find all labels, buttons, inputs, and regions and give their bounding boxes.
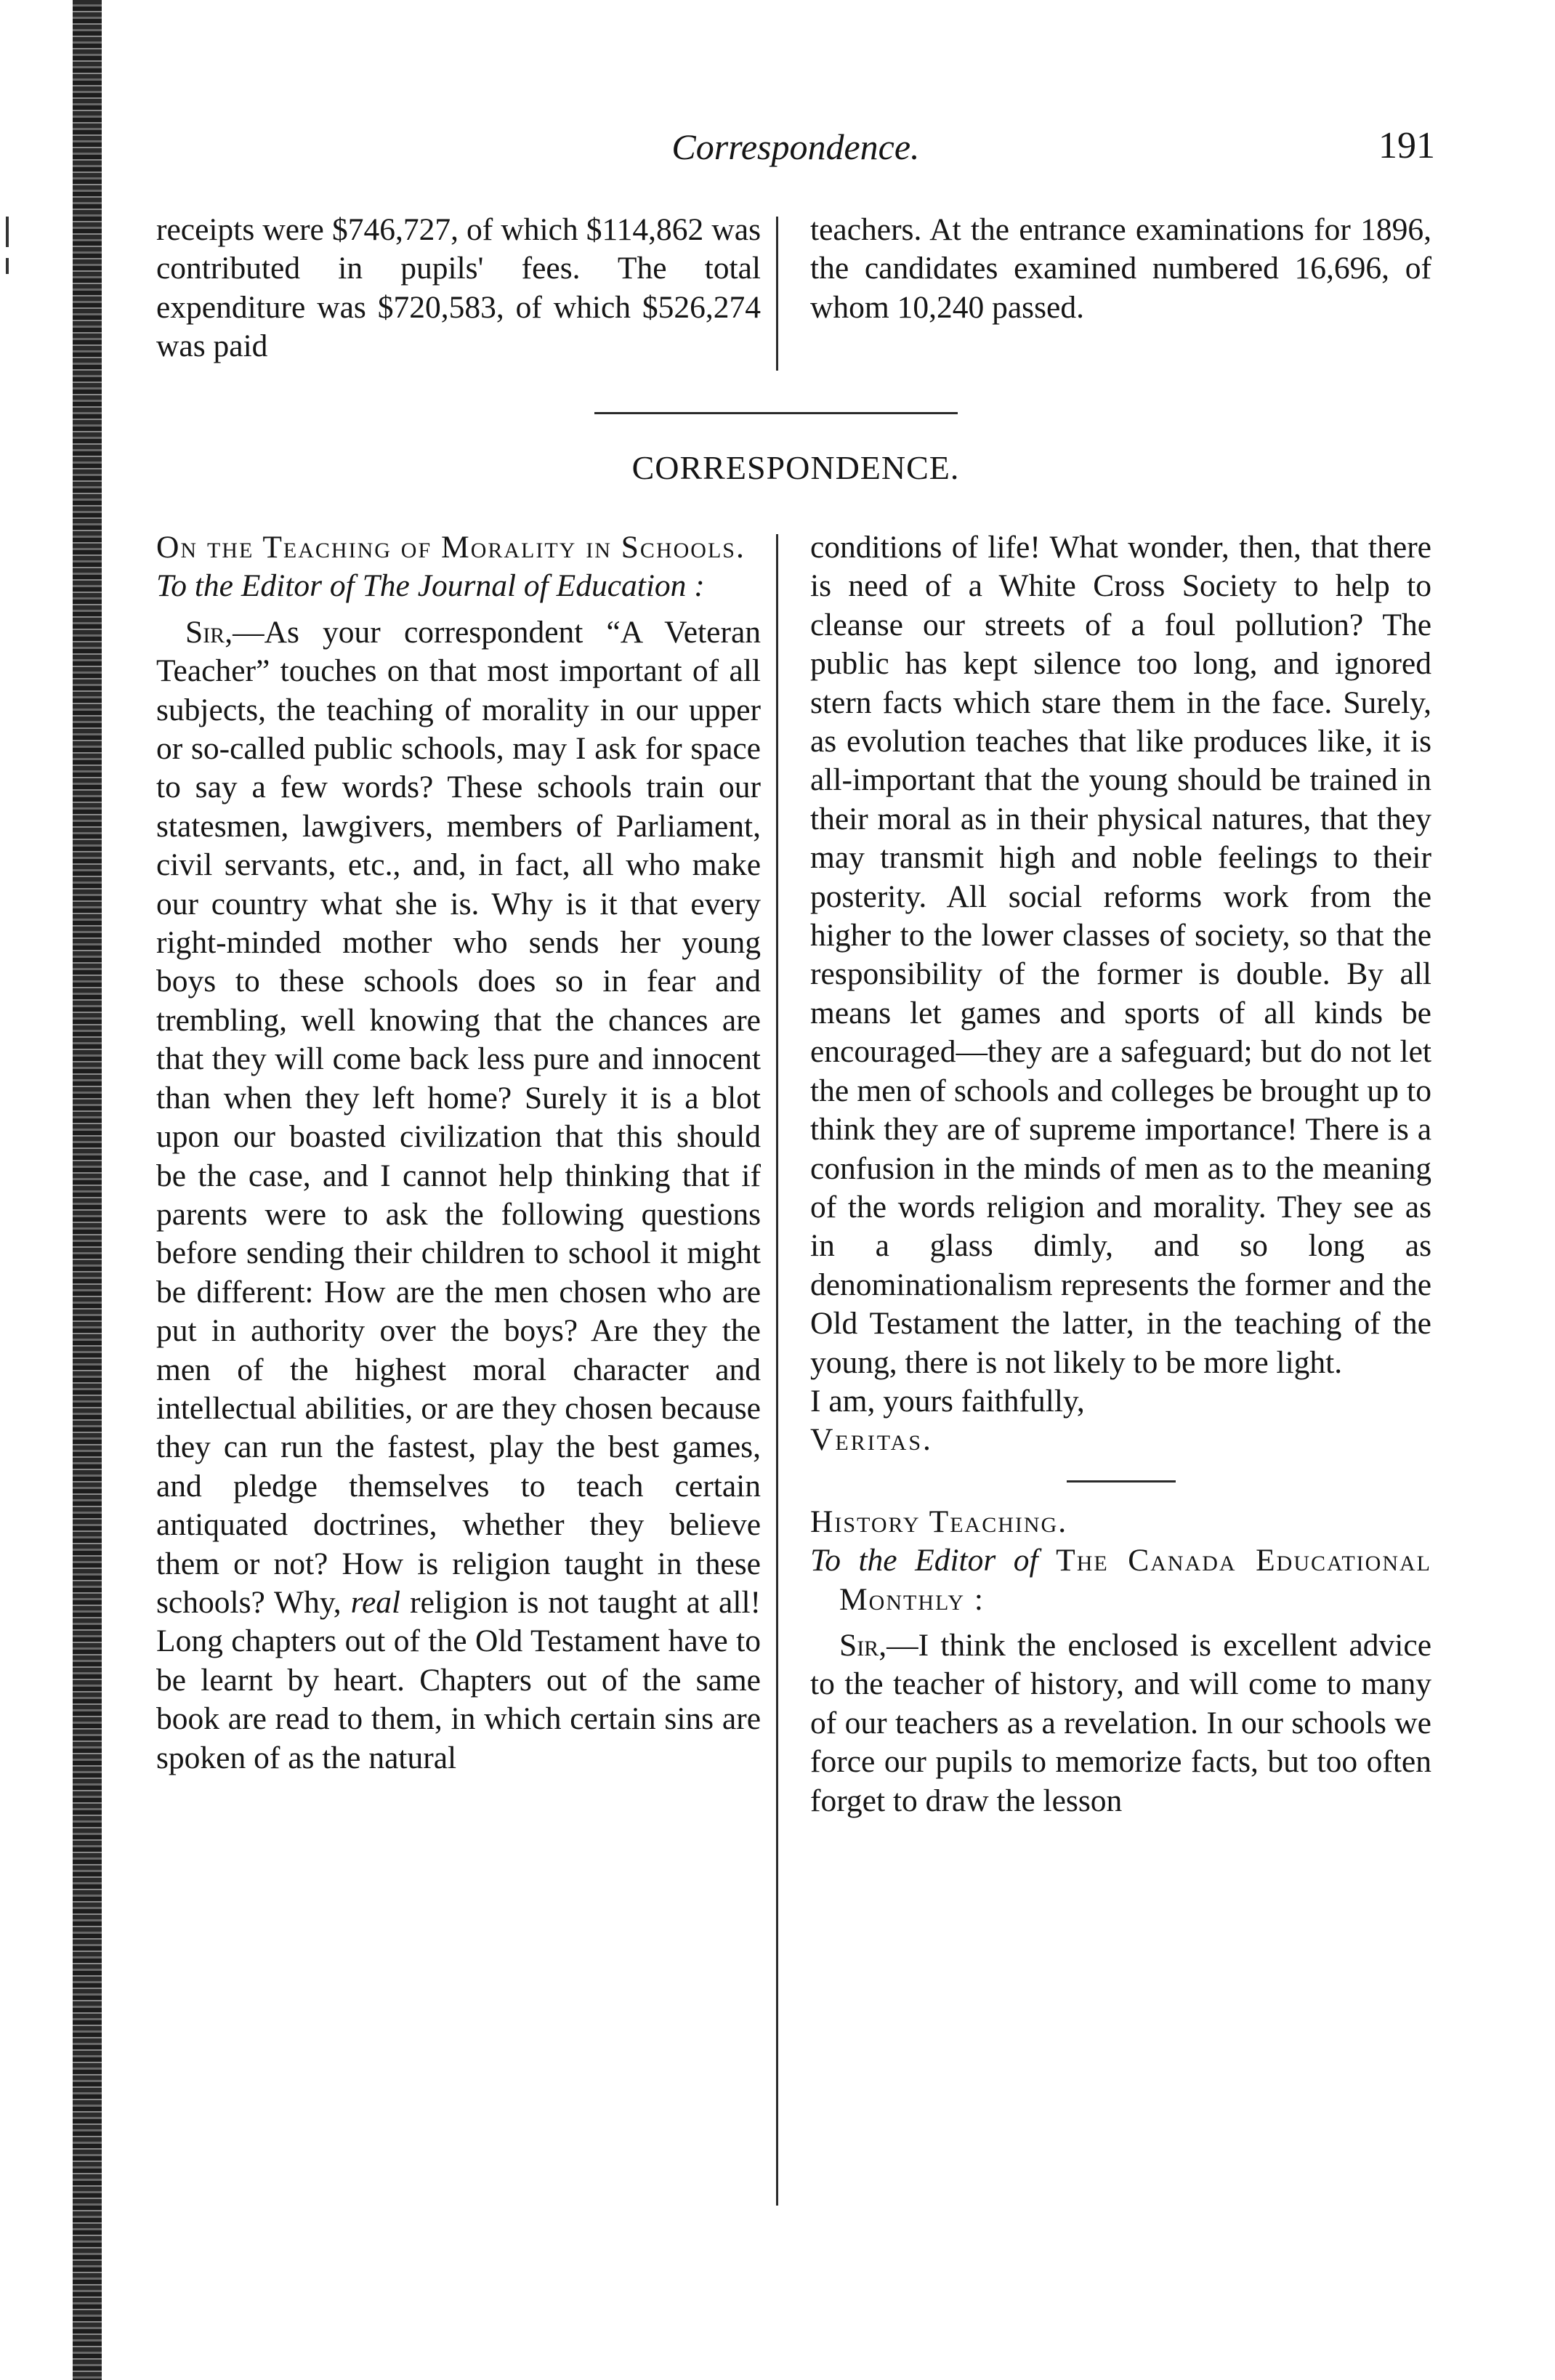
article-morality-left-column (156, 528, 761, 1778)
running-title: Correspondence. (671, 126, 920, 167)
section-title: CORRESPONDENCE. (631, 449, 960, 486)
to-editor-line: To the Editor of The Journal of Education : (156, 568, 705, 604)
salutation: Sir, (185, 614, 233, 650)
article-body-continued: conditions of life! What wonder, then, that there is need of a White Cross Society to help to cleanse our streets of a foul pollution? The public has kept silence too long, and ignored stern facts which stare them in the face. Surely, as evolution teaches that like produces like, it is all-important that the young should be trained in their moral as in their physical natures, that they may transmit high and noble feelings to their posterity. All social reforms work from the higher to the lower classes of society, so that the responsibility of the former is double. By all means let games and sports of all kinds be encouraged—they are a safeguard; but do not let the men of schools and colleges be brought up to think they are of supreme importance! There is a confusion in the minds of men as to the meaning of the words religion and morality. They see as in a glass dimly, and so long as denominationalism represents the former and the Old Testament the latter, in the teaching of the young, there is not likely to be more light. (810, 530, 1431, 1380)
signoff: I am, yours faithfully, (810, 1383, 1085, 1419)
column-rule (776, 534, 778, 2206)
article-divider (1067, 1480, 1176, 1483)
article-body: Sir,—I think the enclosed is excellent advice to the teacher of history, and will come to many of our teachers as a revelation. In our schools we force our pupils to memorize facts, but too often forget to draw the lesson (810, 1627, 1431, 1818)
page-number: 191 (1378, 125, 1435, 166)
salutation: Sir, (839, 1627, 887, 1663)
column-rule (776, 217, 778, 371)
paragraph: teachers. At the entrance examinations for 1896, the candidates examined numbered 16,696, of whom 10,240 passed. (810, 212, 1431, 325)
margin-mark (6, 217, 9, 247)
article-body: Sir,—As your correspondent “A Veteran Teacher” touches on that most important of all subjects, the teaching of morality in our upper or so-called public schools, may I ask for space to say a few words? These schools train our statesmen, lawgivers, members of Parliament, civil servants, etc., and, in fact, all who make our country what she is. Why is it that every right-minded mother who sends her young boys to these schools does so in fear and trembling, well knowing that the chances are that they will come back less pure and innocent than when they left home? Surely it is a blot upon our boasted civilization that this should be the case, and I cannot help thinking that if parents were to ask the following questions before sending their children to school it might be different: How are the men chosen who are put in authority over the boys? Are they the men of the highest moral character and intellectual abilities, or are they chosen because they can run the fastest, play the best games, and pledge themselves to teach certain antiquated doctrines, whether they believe them or not? How is religion taught in these schools? Why, real religion is not taught at all! Long chapters out of the Old Testament have to be learnt by heart. Chapters out of the same book are read to them, in which certain sins are spoken of as the natural (156, 614, 762, 1775)
article-title: History Teaching. (810, 1504, 1068, 1539)
paragraph: receipts were $746,727, of which $114,862 was contributed in pupils' fees. The total expenditure was $720,583, of which $526,274 was paid (156, 212, 761, 364)
book-binding-edge (73, 0, 102, 2380)
continued-text-left (156, 211, 761, 366)
page-header (156, 120, 1435, 171)
signature: Veritas. (810, 1422, 933, 1458)
section-divider (594, 412, 958, 414)
continued-text-right (810, 211, 1431, 327)
article-morality-right-column (810, 528, 1431, 1820)
to-editor-line: To the Editor of The Canada Educational Monthly : (810, 1543, 1431, 1617)
margin-mark (6, 258, 9, 274)
emphasis: real (350, 1584, 401, 1620)
article-title: On the Teaching of Morality in Schools. (156, 530, 746, 565)
